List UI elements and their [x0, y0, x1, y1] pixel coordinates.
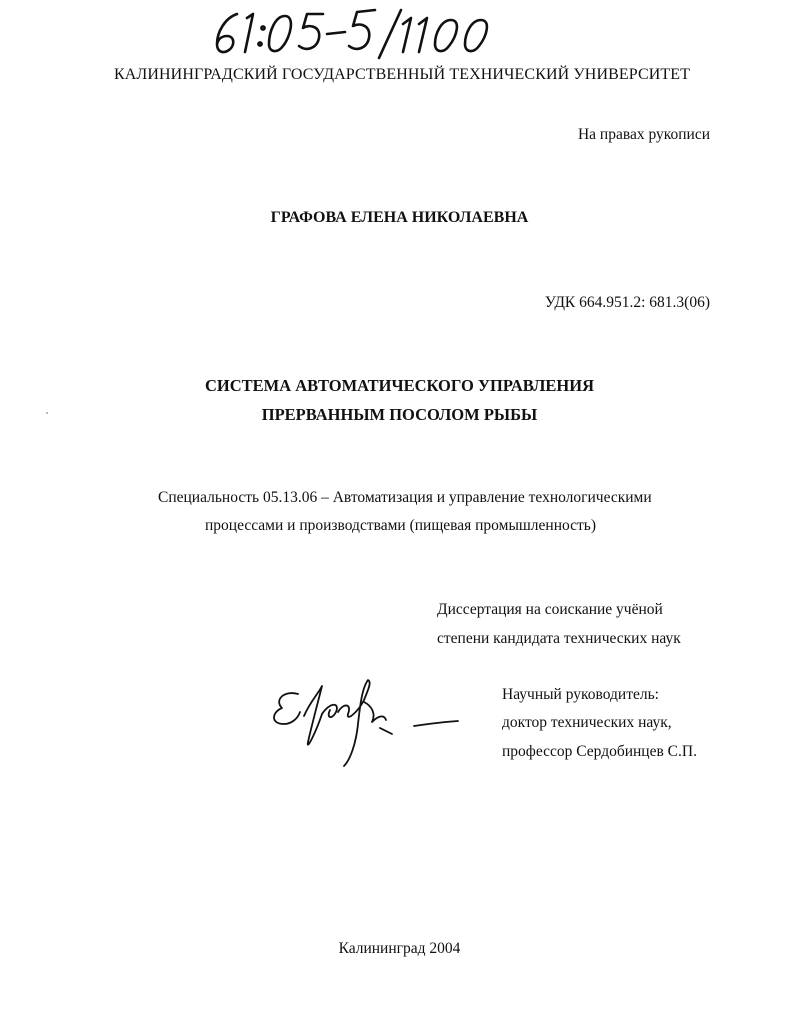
university-name: КАЛИНИНГРАДСКИЙ ГОСУДАРСТВЕННЫЙ ТЕХНИЧЕСКИЙ УНИВЕРСИТЕТ	[113, 66, 691, 83]
manuscript-rights-note: На правах рукописи	[577, 126, 710, 143]
specialty-line-2: процессами и производствами (пищевая промышленность)	[205, 517, 597, 534]
author-name: ГРАФОВА ЕЛЕНА НИКОЛАЕВНА	[270, 209, 529, 226]
udc-code: УДК 664.951.2: 681.3(06)	[544, 294, 710, 311]
thesis-title-line-2: ПРЕРВАННЫМ ПОСОЛОМ РЫБЫ	[261, 405, 538, 424]
supervisor-degree: доктор технических наук,	[502, 714, 672, 731]
dissertation-degree-line-1: Диссертация на соискание учёной	[437, 601, 663, 618]
author-signature	[268, 672, 468, 772]
dissertation-degree-line-2: степени кандидата технических наук	[437, 630, 681, 647]
scan-speck	[46, 412, 48, 414]
supervisor-label: Научный руководитель:	[502, 686, 659, 703]
specialty-line-1: Специальность 05.13.06 – Автоматизация и управление технологическими	[158, 489, 652, 506]
archive-stamp-handwritten	[205, 6, 505, 62]
thesis-title-line-1: СИСТЕМА АВТОМАТИЧЕСКОГО УПРАВЛЕНИЯ	[204, 376, 595, 395]
city-and-year: Калининград 2004	[338, 940, 461, 957]
supervisor-name: профессор Сердобинцев С.П.	[502, 743, 697, 760]
